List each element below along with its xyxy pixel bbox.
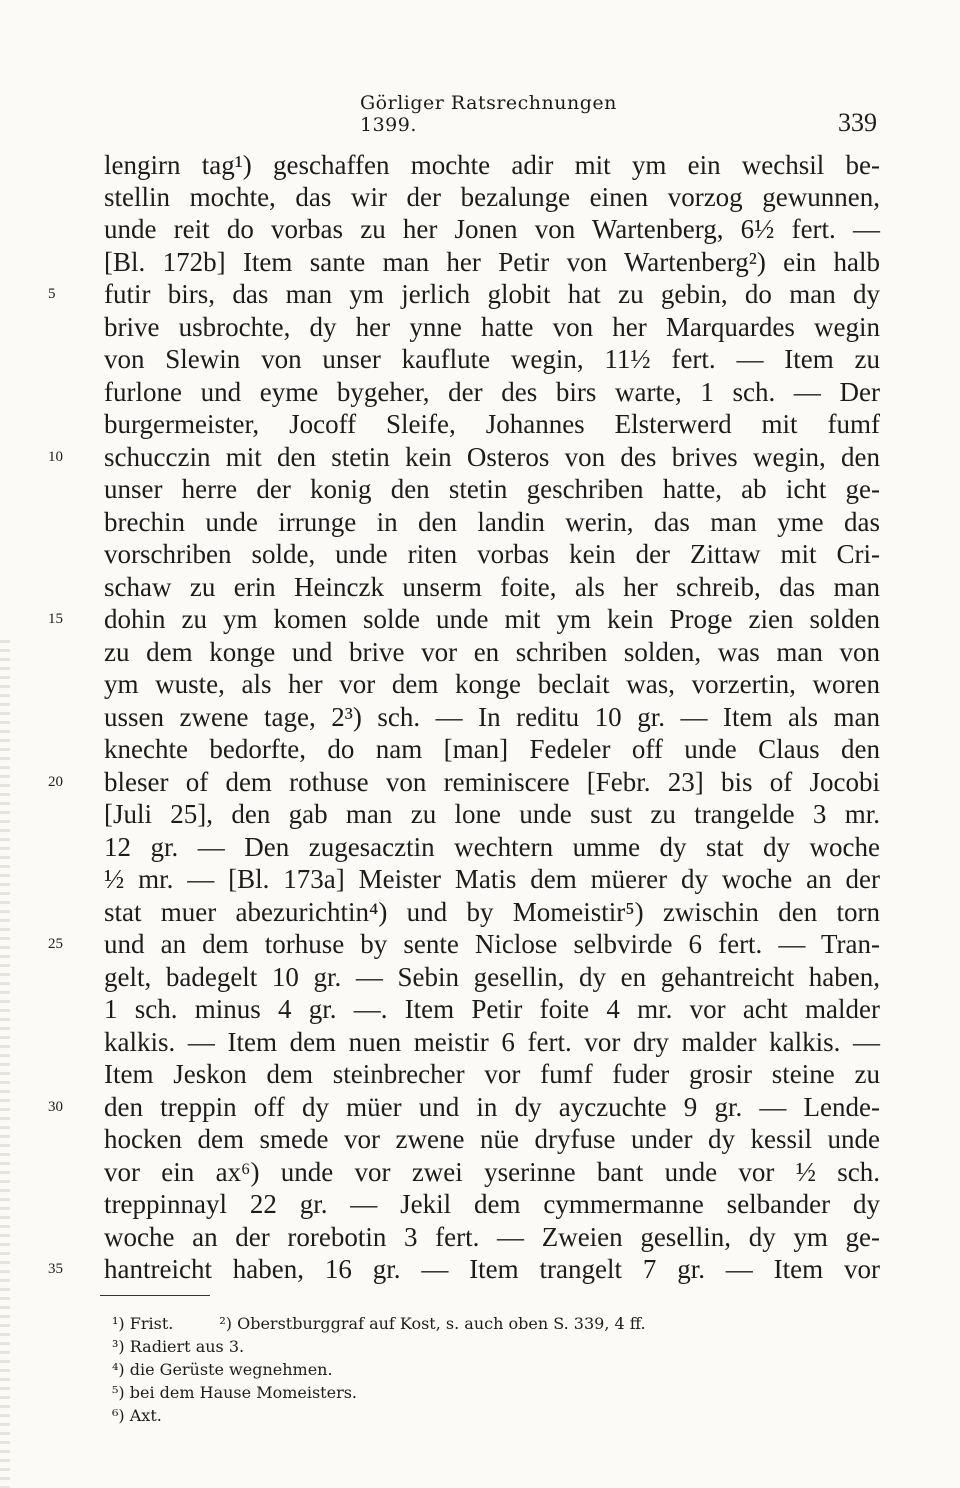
text-line: [Juli 25], den gab man zu lone unde sust zu trangelde 3 mr.: [104, 799, 880, 829]
line-number: 15: [48, 611, 63, 627]
text-line: futir birs, das man ym jerlich globit hat zu gebin, do man dy: [104, 279, 880, 309]
footnote-4: ⁴) die Gerüste wegnehmen.: [112, 1360, 333, 1379]
text-line: 12 gr. — Den zugesacztin wechtern umme dy stat dy woche: [104, 832, 880, 862]
text-line: unde reit do vorbas zu her Jonen von Wartenberg, 6½ fert. —: [104, 214, 880, 244]
line-number: 5: [48, 286, 56, 302]
line-number: 25: [48, 936, 63, 952]
footnote: [112, 1381, 812, 1404]
text-line: ym wuste, als her vor dem konge beclait was, vorzertin, woren: [104, 669, 880, 699]
text-line: stellin mochte, das wir der bezalunge einen vorzog gewunnen,: [104, 182, 880, 212]
text-line: schaw zu erin Heinczk unserm foite, als her schreib, das man: [104, 572, 880, 602]
line-number: 10: [48, 449, 63, 465]
text-line: 1 sch. minus 4 gr. —. Item Petir foite 4 mr. vor acht malder: [104, 994, 880, 1024]
footnote: [112, 1312, 812, 1335]
text-line: vorschriben solde, unde riten vorbas kein der Zittaw mit Cri-: [104, 539, 880, 569]
footnote: [112, 1335, 812, 1358]
footnote-6: ⁶) Axt.: [112, 1406, 162, 1425]
text-line: lengirn tag¹) geschaffen mochte adir mit ym ein wechsil be-: [104, 150, 880, 180]
footnotes: [112, 1312, 812, 1427]
footnote-1: ¹) Frist.: [112, 1314, 174, 1333]
text-line: burgermeister, Jocoff Sleife, Johannes Elsterwerd mit fumf: [104, 409, 880, 439]
text-line: knechte bedorfte, do nam [man] Fedeler off unde Claus den: [104, 734, 880, 764]
text-line: furlone und eyme bygeher, der des birs warte, 1 sch. — Der: [104, 377, 880, 407]
text-line: stat muer abezurichtin⁴) und by Momeistir⁵) zwischin den torn: [104, 897, 880, 927]
text-line: dohin zu ym komen solde unde mit ym kein Proge zien solden: [104, 604, 880, 634]
text-line: und an dem torhuse by sente Niclose selbvirde 6 fert. — Tran-: [104, 929, 880, 959]
text-line: vor ein ax⁶) unde vor zwei yserinne bant unde vor ½ sch.: [104, 1157, 880, 1187]
text-line: hantreicht haben, 16 gr. — Item trangelt 7 gr. — Item vor: [104, 1254, 880, 1284]
text-line: ½ mr. — [Bl. 173a] Meister Matis dem müerer dy woche an der: [104, 864, 880, 894]
footnote-5: ⁵) bei dem Hause Momeisters.: [112, 1383, 358, 1402]
text-line: Item Jeskon dem steinbrecher vor fumf fuder grosir steine zu: [104, 1059, 880, 1089]
text-line: bleser of dem rothuse von reminiscere [Febr. 23] bis of Jocobi: [104, 767, 880, 797]
text-line: schucczin mit den stetin kein Osteros von des brives wegin, den: [104, 442, 880, 472]
text-line: brive usbrochte, dy her ynne hatte von her Marquardes wegin: [104, 312, 880, 342]
footnote-rule: [100, 1295, 210, 1296]
footnote-2: ²) Oberstburggraf auf Kost, s. auch oben S. 339, 4 ff.: [219, 1314, 646, 1333]
text-line: ussen zwene tage, 2³) sch. — In reditu 10 gr. — Item als man: [104, 702, 880, 732]
footnote: [112, 1358, 812, 1381]
text-line: [Bl. 172b] Item sante man her Petir von Wartenberg²) ein halb: [104, 247, 880, 277]
text-line: zu dem konge und brive vor en schriben solden, was man von: [104, 637, 880, 667]
text-line: treppinnayl 22 gr. — Jekil dem cymmermanne selbander dy: [104, 1189, 880, 1219]
text-line: brechin unde irrunge in den landin werin, das man yme das: [104, 507, 880, 537]
text-line: unser herre der konig den stetin geschriben hatte, ab icht ge-: [104, 474, 880, 504]
line-number: 35: [48, 1261, 63, 1277]
line-number: 30: [48, 1099, 63, 1115]
text-line: woche an der rorebotin 3 fert. — Zweien gesellin, dy ym ge-: [104, 1222, 880, 1252]
footnote: [112, 1404, 812, 1427]
text-line: den treppin off dy müer und in dy ayczuchte 9 gr. — Lende-: [104, 1092, 880, 1122]
text-line: hocken dem smede vor zwene nüe dryfuse under dy kessil unde: [104, 1124, 880, 1154]
page-number: 339: [838, 108, 877, 137]
text-line: gelt, badegelt 10 gr. — Sebin gesellin, dy en gehantreicht haben,: [104, 962, 880, 992]
running-head: Görliger Ratsrechnungen 1399.: [360, 92, 617, 136]
line-number: 20: [48, 774, 63, 790]
text-line: kalkis. — Item dem nuen meistir 6 fert. vor dry malder kalkis. —: [104, 1027, 880, 1057]
footnote-3: ³) Radiert aus 3.: [112, 1337, 245, 1356]
text-line: von Slewin von unser kauflute wegin, 11½ fert. — Item zu: [104, 344, 880, 374]
